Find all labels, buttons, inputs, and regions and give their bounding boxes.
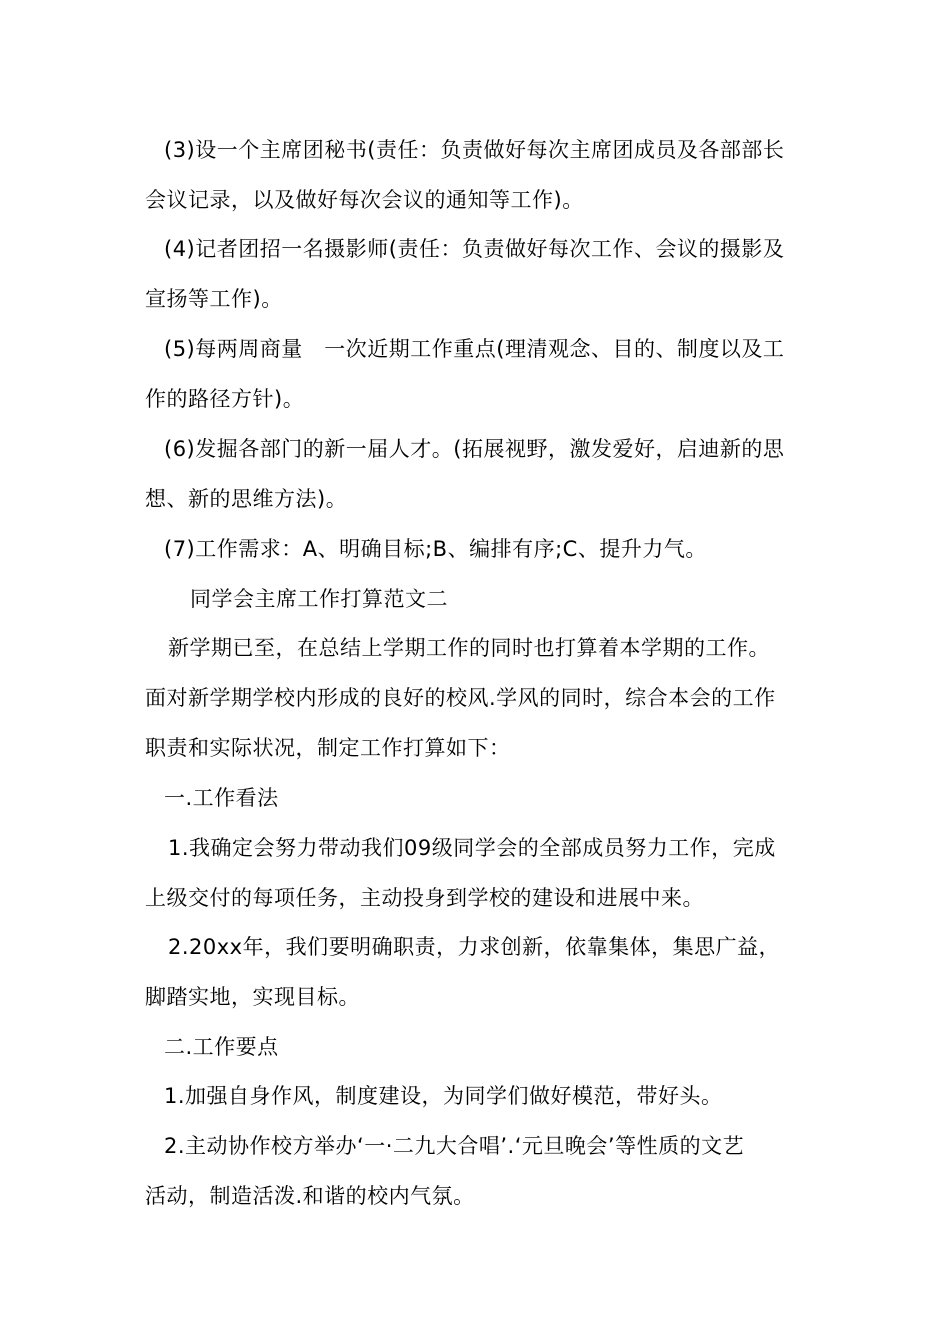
paragraph-line: 2.主动协作校方举办‘一·二九大合唱’.‘元旦晚会’等性质的文艺 <box>164 1134 745 1158</box>
paragraph-line: 脚踏实地，实现目标。 <box>145 985 360 1009</box>
section-title: 同学会主席工作打算范文二 <box>190 587 448 611</box>
paragraph-line: 1.我确定会努力带动我们09级同学会的全部成员努力工作，完成 <box>168 836 776 860</box>
paragraph-line: 新学期已至，在总结上学期工作的同时也打算着本学期的工作。 <box>168 636 770 660</box>
paragraph-line: (6)发掘各部门的新一届人才。(拓展视野，激发爱好，启迪新的思 <box>164 437 785 461</box>
paragraph-line: 2.20xx年，我们要明确职责，力求创新，依靠集体，集思广益， <box>168 935 781 959</box>
paragraph-line: 会议记录，以及做好每次会议的通知等工作)。 <box>145 188 584 212</box>
section-heading: 二.工作要点 <box>164 1035 279 1059</box>
paragraph-line: (7)工作需求：A、明确目标;B、编排有序;C、提升力气。 <box>164 537 707 561</box>
paragraph-line: (4)记者团招一名摄影师(责任：负责做好每次工作、会议的摄影及 <box>164 237 785 261</box>
paragraph-line: 作的路径方针)。 <box>145 387 305 411</box>
paragraph-line: (5)每两周商量 一次近期工作重点(理清观念、目的、制度以及工 <box>164 337 785 361</box>
paragraph-line: 职责和实际状况，制定工作打算如下： <box>145 736 511 760</box>
paragraph-line: 宣扬等工作)。 <box>145 287 283 311</box>
section-heading: 一.工作看法 <box>164 786 279 810</box>
paragraph-line: 活动，制造活泼.和谐的校内气氛。 <box>145 1184 475 1208</box>
paragraph-line: (3)设一个主席团秘书(责任：负责做好每次主席团成员及各部部长 <box>164 138 785 162</box>
paragraph-line: 1.加强自身作风，制度建设，为同学们做好模范，带好头。 <box>164 1084 723 1108</box>
paragraph-line: 想、新的思维方法)。 <box>145 487 348 511</box>
paragraph-line: 面对新学期学校内形成的良好的校风.学风的同时，综合本会的工作 <box>145 686 776 710</box>
paragraph-line: 上级交付的每项任务，主动投身到学校的建设和进展中来。 <box>145 886 704 910</box>
